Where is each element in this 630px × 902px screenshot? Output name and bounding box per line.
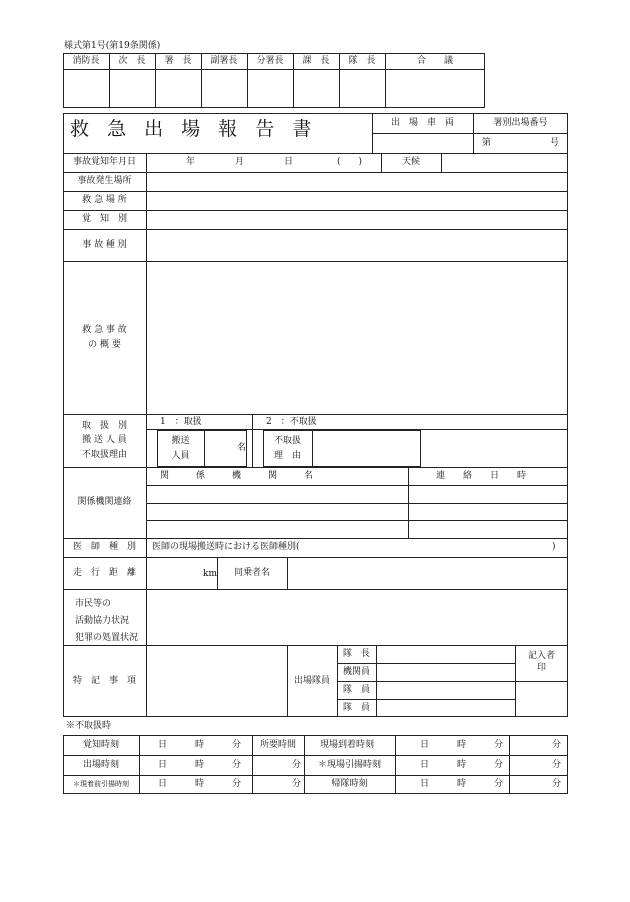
people-unit: 名 xyxy=(237,443,247,453)
team-role-chief: 隊 長 xyxy=(342,648,370,659)
time-minute-unit: 分 xyxy=(552,760,562,770)
time-minute-unit: 分 xyxy=(552,779,562,789)
summary-label: 救 急 事 故 の 概 要 xyxy=(82,325,127,350)
weekday-label: ( ) xyxy=(337,157,363,167)
time-day-unit: 日 xyxy=(420,760,430,770)
time-minute-unit: 分 xyxy=(494,760,504,770)
doctor-type-close: ) xyxy=(552,542,556,552)
companion-label: 同乗者名 xyxy=(233,567,270,578)
time-hour-unit: 時 xyxy=(195,740,205,750)
approval-header-consultation: 合 議 xyxy=(416,56,453,67)
occurrence-place-label: 事故発生場所 xyxy=(77,176,132,187)
accident-type-label: 事 故 種 別 xyxy=(82,239,127,250)
dispatch-vehicle-label: 出 場 車 両 xyxy=(390,118,454,129)
time-hour-unit: 時 xyxy=(457,740,467,750)
time-minute-unit: 分 xyxy=(552,740,562,750)
time-minute-unit: 分 xyxy=(494,779,504,789)
approval-header-vice-station-chief: 副署長 xyxy=(210,56,238,67)
agency-name-header: 関 係 機 関 名 xyxy=(160,471,314,481)
distance-label: 走 行 距 離 xyxy=(72,567,136,578)
no-handle-reason-label: 不取扱 理 由 xyxy=(273,436,301,461)
recorder-label: 記入者 印 xyxy=(527,651,555,673)
time-day-unit: 日 xyxy=(158,740,168,750)
time-minute-unit: 分 xyxy=(232,740,242,750)
time-dispatch-label: 出場時刻 xyxy=(82,759,119,770)
time-hour-unit: 時 xyxy=(457,760,467,770)
approval-header-deputy-chief: 次 長 xyxy=(118,56,146,67)
time-minute-unit: 分 xyxy=(232,779,242,789)
year-label: 年 xyxy=(186,157,196,167)
time-day-unit: 日 xyxy=(420,779,430,789)
contact-time-header: 連 絡 日 時 xyxy=(436,471,527,481)
time-minute-unit: 分 xyxy=(494,740,504,750)
team-role-engineer: 機関員 xyxy=(342,666,370,677)
time-pre-arrival-withdraw-label: ＊現着前引揚時刻 xyxy=(73,779,129,788)
approval-header-team-chief: 隊 長 xyxy=(348,56,376,67)
km-unit: km xyxy=(203,569,217,579)
time-day-unit: 日 xyxy=(420,740,430,750)
time-day-unit: 日 xyxy=(158,779,168,789)
number-go: 号 xyxy=(550,138,560,148)
station-number-label: 署別出場番号 xyxy=(493,118,548,129)
time-day-unit: 日 xyxy=(158,760,168,770)
handled-option: 1 ：取扱 xyxy=(160,417,202,427)
time-required-label: 所要時間 xyxy=(259,739,296,750)
awareness-type-label: 覚 知 別 xyxy=(81,214,127,225)
weather-label: 天候 xyxy=(401,157,420,168)
date-label: 事故覚知年月日 xyxy=(72,157,136,168)
approval-header-section-chief: 課 長 xyxy=(302,56,330,67)
time-hour-unit: 時 xyxy=(457,779,467,789)
day-label: 日 xyxy=(284,157,294,167)
team-label: 出場隊員 xyxy=(293,675,330,686)
footer-note: ※不取扱時 xyxy=(66,721,112,731)
related-agency-label: 関係機関連絡 xyxy=(77,497,132,508)
time-return-label: 帰隊時刻 xyxy=(331,779,368,790)
citizen-label: 市民等の 活動協力状況 犯罪の処置状況 xyxy=(75,599,139,644)
time-arrival-label: 現場到着時刻 xyxy=(320,740,375,750)
time-hour-unit: 時 xyxy=(195,760,205,770)
time-withdraw-label: ＊現場引揚時刻 xyxy=(318,760,382,770)
time-minute-unit: 分 xyxy=(292,760,302,770)
notes-label: 特 記 事 項 xyxy=(72,675,136,686)
time-hour-unit: 時 xyxy=(195,779,205,789)
number-dai: 第 xyxy=(482,138,492,148)
team-role-member-2: 隊 員 xyxy=(342,702,370,713)
approval-header-branch-chief: 分署長 xyxy=(256,56,284,67)
approval-header-fire-chief: 消防長 xyxy=(72,56,100,67)
doctor-type-text: 医師の現場搬送時における医師種別( xyxy=(152,542,300,552)
time-minute-unit: 分 xyxy=(292,779,302,789)
transport-people-label: 搬送 人員 xyxy=(171,436,190,461)
time-awareness-label: 覚知時刻 xyxy=(82,739,119,750)
rescue-place-label: 救 急 場 所 xyxy=(82,195,127,206)
team-role-member-1: 隊 員 xyxy=(342,684,370,695)
form-label: 様式第1号(第19条関係) xyxy=(64,41,161,51)
approval-header-station-chief: 署 長 xyxy=(164,56,192,67)
handling-label: 取 扱 別 搬 送 人 員 不取扱理由 xyxy=(81,420,127,460)
not-handled-option: 2 ：不取扱 xyxy=(266,417,317,427)
time-minute-unit: 分 xyxy=(232,760,242,770)
page-title: 救 急 出 場 報 告 書 xyxy=(70,118,318,140)
doctor-type-label: 医 師 種 別 xyxy=(72,542,136,553)
month-label: 月 xyxy=(235,157,245,167)
